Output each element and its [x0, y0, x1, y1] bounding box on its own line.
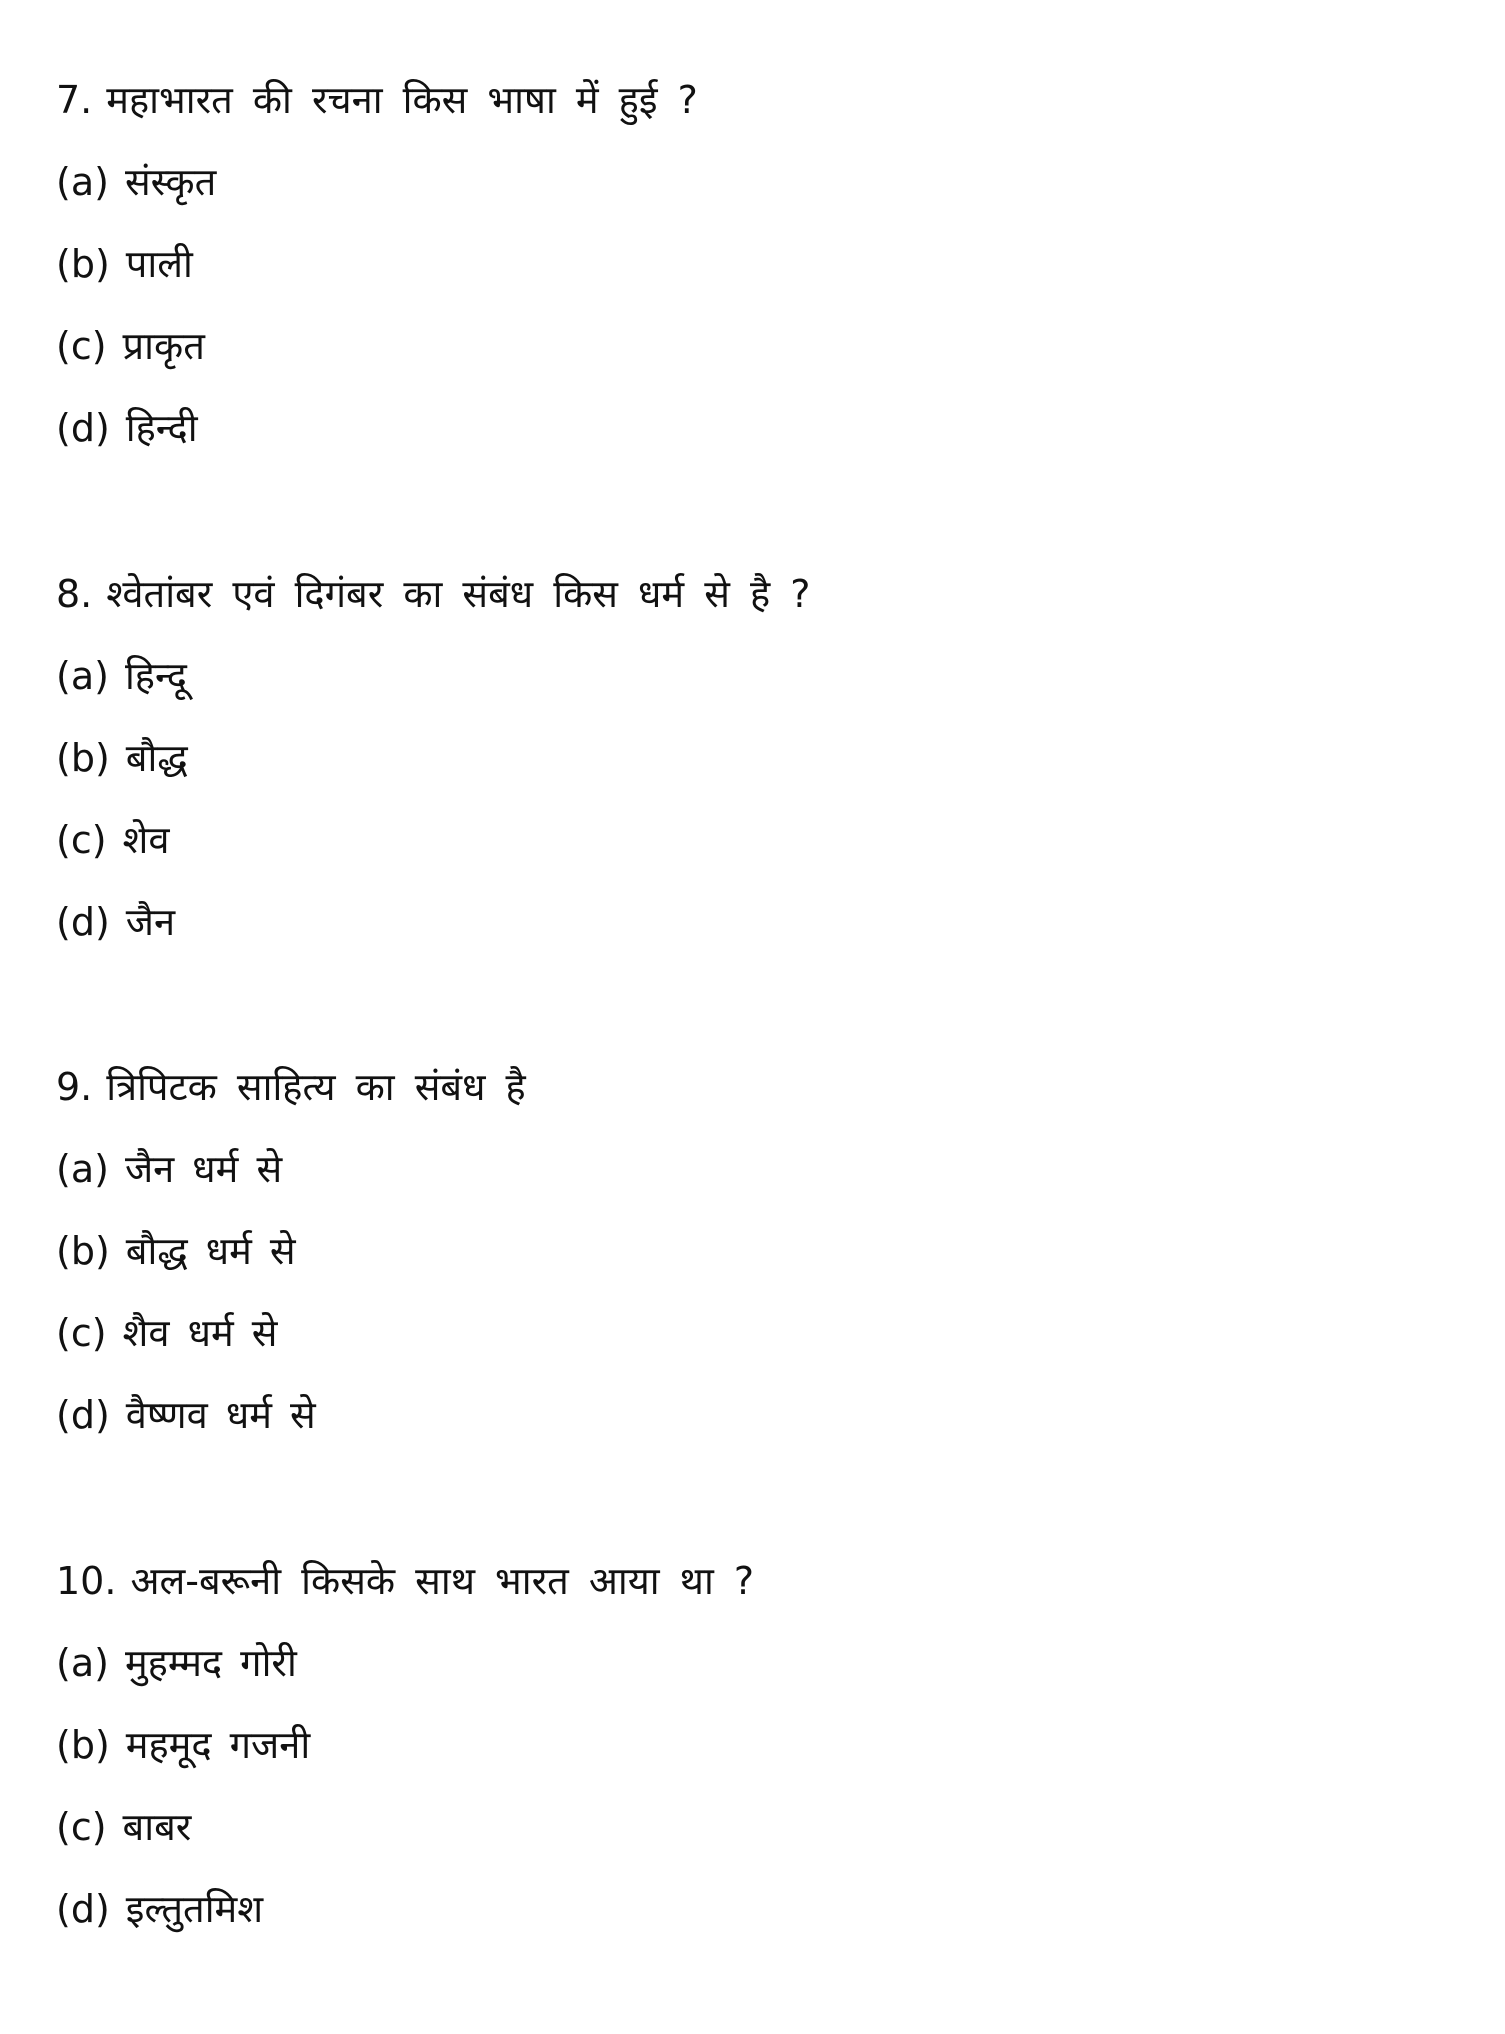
question-block: [56, 570, 1436, 980]
answer-option: [56, 1227, 1436, 1309]
option-text: महमूद गजनी: [125, 1723, 311, 1767]
option-label: (c): [56, 1311, 107, 1355]
option-label: (c): [56, 818, 107, 862]
option-text: प्राकृत: [122, 324, 205, 368]
option-label: (a): [56, 654, 109, 698]
option-label: (a): [56, 1147, 109, 1191]
answer-option: [56, 240, 1436, 322]
option-text: बौद्ध धर्म से: [125, 1229, 296, 1273]
answer-option: [56, 816, 1436, 898]
answer-option: [56, 734, 1436, 816]
question-block: [56, 76, 1436, 486]
answer-option: [56, 1309, 1436, 1391]
option-label: (c): [56, 1805, 107, 1849]
option-label: (d): [56, 900, 110, 944]
question-text: त्रिपिटक साहित्य का संबंध है: [106, 1065, 526, 1109]
answer-option: [56, 322, 1436, 404]
option-label: (b): [56, 736, 110, 780]
option-label: (a): [56, 160, 109, 204]
question-text: महाभारत की रचना किस भाषा में हुई ?: [106, 78, 698, 122]
question-title: [56, 76, 1436, 158]
answer-option: [56, 158, 1436, 240]
option-label: (d): [56, 406, 110, 450]
option-text: बौद्ध: [125, 736, 188, 780]
question-title: [56, 1557, 1436, 1639]
question-number: 8.: [56, 572, 93, 616]
option-text: हिन्दू: [124, 654, 187, 698]
question-number: 9.: [56, 1065, 93, 1109]
answer-option: [56, 898, 1436, 980]
question-number: 7.: [56, 78, 93, 122]
option-text: बाबर: [122, 1805, 192, 1849]
option-text: मुहम्मद गोरी: [124, 1641, 297, 1685]
question-text: श्वेतांबर एवं दिगंबर का संबंध किस धर्म से है ?: [106, 572, 811, 616]
question-title: [56, 1063, 1436, 1145]
answer-option: [56, 404, 1436, 486]
option-label: (d): [56, 1393, 110, 1437]
option-text: हिन्दी: [125, 406, 198, 450]
option-text: इल्तुतमिश: [125, 1887, 264, 1931]
option-text: पाली: [125, 242, 193, 286]
answer-option: [56, 652, 1436, 734]
option-label: (a): [56, 1641, 109, 1685]
option-label: (c): [56, 324, 107, 368]
option-text: जैन: [125, 900, 176, 944]
option-text: वैष्णव धर्म से: [125, 1393, 316, 1437]
answer-option: [56, 1721, 1436, 1803]
option-label: (b): [56, 1723, 110, 1767]
option-label: (b): [56, 242, 110, 286]
question-block: [56, 1557, 1436, 1967]
answer-option: [56, 1145, 1436, 1227]
question-block: [56, 1063, 1436, 1473]
option-label: (d): [56, 1887, 110, 1931]
option-text: शेव: [122, 818, 170, 862]
option-text: शैव धर्म से: [122, 1311, 278, 1355]
answer-option: [56, 1885, 1436, 1967]
question-number: 10.: [56, 1559, 117, 1603]
question-text: अल-बरूनी किसके साथ भारत आया था ?: [130, 1559, 755, 1603]
option-label: (b): [56, 1229, 110, 1273]
answer-option: [56, 1391, 1436, 1473]
answer-option: [56, 1639, 1436, 1721]
option-text: संस्कृत: [124, 160, 217, 204]
answer-option: [56, 1803, 1436, 1885]
option-text: जैन धर्म से: [124, 1147, 283, 1191]
question-title: [56, 570, 1436, 652]
